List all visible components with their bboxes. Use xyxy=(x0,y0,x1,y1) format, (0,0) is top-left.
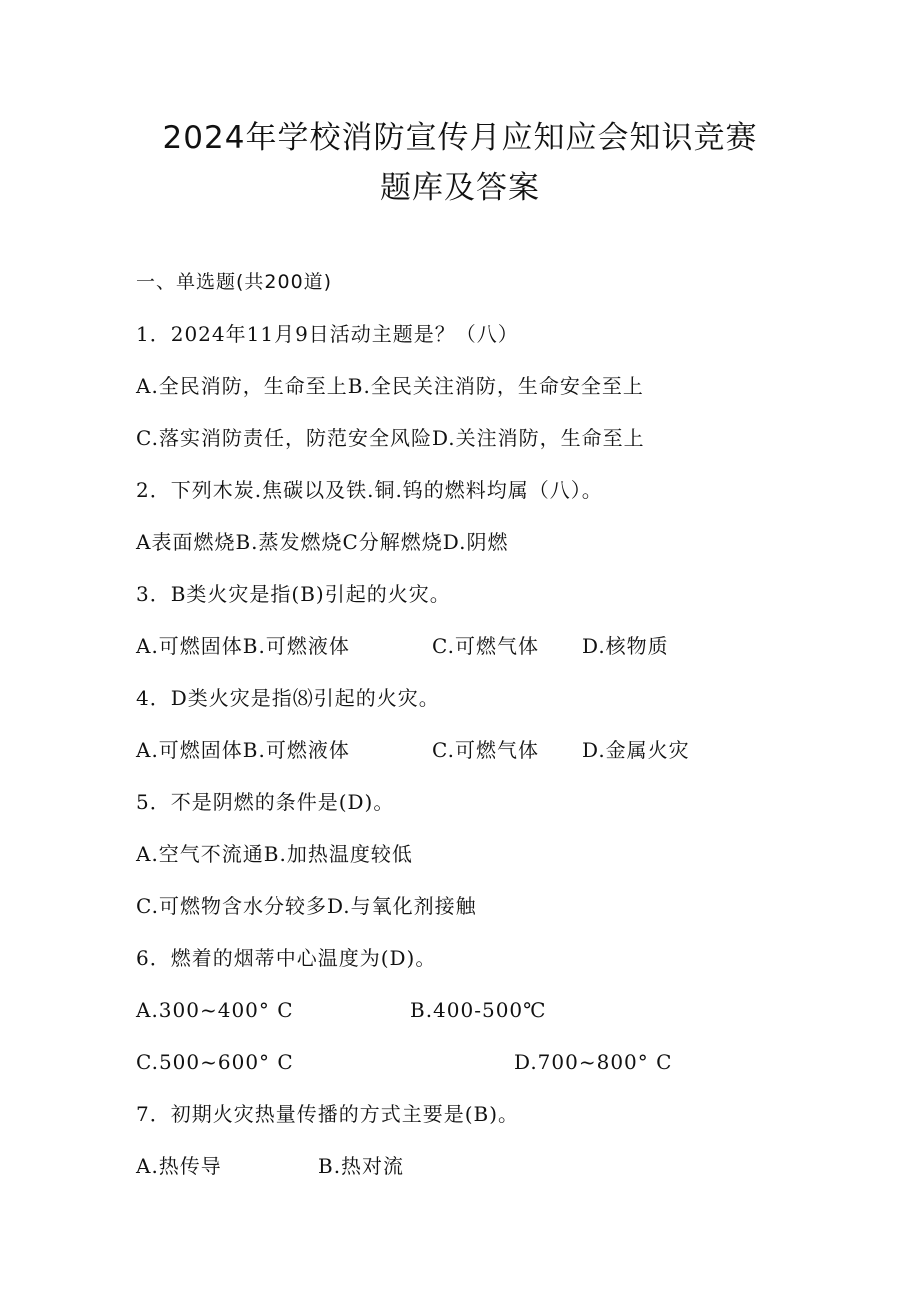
question-5-options-line-2: C.可燃物含水分较多D.与氧化剂接触 xyxy=(136,894,477,918)
question-6: 6．燃着的烟蒂中心温度为(D)。 xyxy=(136,946,437,970)
question-3-option-ab: A.可燃固体B.可燃液体 xyxy=(136,634,350,658)
question-7: 7．初期火灾热量传播的方式主要是(B)。 xyxy=(136,1102,520,1126)
question-2: 2．下列木炭.焦碳以及铁.铜.钨的燃料均属（八）。 xyxy=(136,478,603,502)
question-4-option-d: D.金属火灾 xyxy=(582,738,690,762)
question-6-option-a: A.300~400° C xyxy=(136,998,294,1022)
question-1-options-line-2: C.落实消防责任，防范安全风险D.关注消防，生命至上 xyxy=(136,426,645,450)
section-heading: 一、单选题(共200道) xyxy=(136,271,333,293)
question-6-option-d: D.700~800° C xyxy=(514,1050,673,1074)
question-6-option-b: B.400-500℃ xyxy=(410,998,547,1022)
question-7-option-b: B.热对流 xyxy=(318,1154,405,1178)
question-4: 4．D类火灾是指⑻引起的火灾。 xyxy=(136,686,440,710)
question-5-options-line-1: A.空气不流通B.加热温度较低 xyxy=(136,842,413,866)
question-1-options-line-1: A.全民消防，生命至上B.全民关注消防，生命安全至上 xyxy=(136,374,644,398)
document-title-line-1: 2024年学校消防宣传月应知应会知识竞赛 xyxy=(162,120,758,156)
question-1: 1．2024年11月9日活动主题是？（八） xyxy=(136,322,519,346)
question-4-option-ab: A.可燃固体B.可燃液体 xyxy=(136,738,350,762)
question-3: 3．B类火灾是指(B)引起的火灾。 xyxy=(136,582,451,606)
question-3-option-d: D.核物质 xyxy=(582,634,669,658)
document-title-line-2: 题库及答案 xyxy=(380,170,540,206)
question-4-option-c: C.可燃气体 xyxy=(432,738,539,762)
question-5: 5．不是阴燃的条件是(D)。 xyxy=(136,790,395,814)
question-3-option-c: C.可燃气体 xyxy=(432,634,539,658)
question-7-option-a: A.热传导 xyxy=(136,1154,222,1178)
question-6-option-c: C.500~600° C xyxy=(136,1050,294,1074)
question-2-options: A表面燃烧B.蒸发燃烧C分解燃烧D.阴燃 xyxy=(136,530,509,554)
